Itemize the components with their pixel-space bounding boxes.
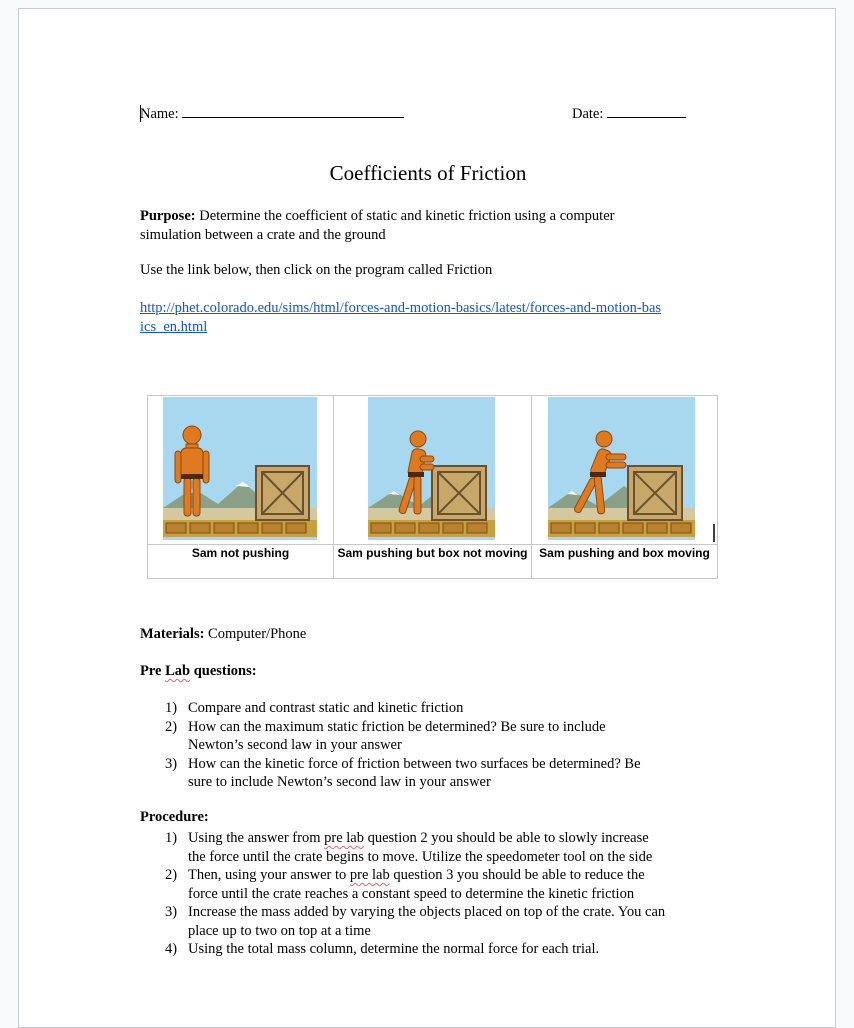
text-run: question 2 you should be able to slowly increase [363, 830, 649, 846]
text-run: Then, using your answer to [188, 867, 350, 883]
caption-not-pushing: Sam not pushing [148, 545, 334, 579]
list-item [165, 699, 718, 718]
procedure-heading: Procedure: [140, 809, 209, 825]
caption-pushing-moving: Sam pushing and box moving [532, 545, 718, 579]
phet-link[interactable] [140, 299, 661, 337]
list-item-text: Increase the mass added by varying the objects placed on top of the crate. You can [188, 904, 666, 920]
date-label: Date: [572, 106, 604, 122]
list-number: 1) [165, 830, 178, 846]
purpose-line2: simulation between a crate and the ground [140, 227, 386, 243]
spellcheck-word: pre lab [324, 830, 364, 846]
simulation-image-table [147, 395, 718, 579]
spellcheck-word: pre lab [349, 867, 390, 883]
list-number: 3) [165, 904, 178, 920]
name-blank[interactable] [182, 117, 404, 118]
list-item-text: Using the total mass column, determine the normal force for each trial. [188, 941, 600, 957]
prelab-heading [140, 663, 257, 680]
link-line1[interactable]: http://phet.colorado.edu/sims/html/forces-and-motion-basics/latest/forces-and-motion-bas [140, 300, 662, 316]
list-number: 3) [165, 755, 178, 772]
purpose-line1: Determine the coefficient of static and kinetic friction using a computer [195, 208, 615, 224]
name-field[interactable] [140, 106, 404, 123]
list-item-text [188, 866, 718, 885]
list-item [165, 755, 718, 792]
materials-value: Computer/Phone [204, 626, 307, 642]
list-item-text: Compare and contrast static and kinetic friction [188, 700, 464, 716]
instruction-text: Use the link below, then click on the program called Friction [140, 262, 493, 278]
list-item-text: Newton’s second law in your answer [188, 737, 402, 753]
name-label: Name: [140, 106, 179, 122]
prelab-word-pre: Pre [140, 663, 162, 679]
date-field[interactable] [572, 106, 686, 123]
list-item-text: the force until the crate begins to move. Utilize the speedometer tool on the side [188, 848, 653, 865]
list-number: 2) [165, 867, 178, 883]
link-line2[interactable]: ics_en.html [140, 319, 208, 335]
list-number: 4) [165, 941, 178, 957]
prelab-heading-rest: questions: [190, 663, 257, 679]
list-number: 2) [165, 718, 178, 735]
list-item [165, 866, 718, 903]
materials-line [140, 626, 306, 643]
text-run: question 3 you should be able to reduce the [389, 867, 645, 883]
prelab-question-list [165, 699, 718, 792]
page-title: Coefficients of Friction [329, 161, 527, 185]
list-item-text: sure to include Newton’s second law in your answer [188, 774, 491, 790]
list-item-text: How can the maximum static friction be determined? Be sure to include [188, 718, 606, 735]
purpose-label: Purpose: [140, 208, 196, 224]
date-blank[interactable] [607, 117, 686, 118]
list-item [165, 940, 718, 959]
sim-image-pushing-not-moving [334, 396, 532, 545]
list-item-text: force until the crate reaches a constant speed to determine the kinetic friction [188, 885, 635, 902]
list-item-text: How can the kinetic force of friction between two surfaces be determined? Be [188, 755, 641, 772]
sim-image-not-pushing [148, 396, 334, 545]
list-item [165, 829, 718, 866]
list-item [165, 718, 718, 755]
list-item [165, 903, 718, 940]
purpose-paragraph [140, 207, 614, 245]
materials-label: Materials: [140, 626, 205, 642]
list-number: 1) [165, 700, 178, 716]
list-item-text [188, 829, 718, 848]
procedure-list [165, 829, 718, 959]
list-item-text: place up to two on top at a time [188, 922, 371, 939]
prelab-word-lab: Lab [165, 663, 191, 679]
sim-image-pushing-moving [532, 396, 718, 545]
text-run: Using the answer from [188, 830, 325, 846]
caption-pushing-not-moving: Sam pushing but box not moving [334, 545, 532, 579]
